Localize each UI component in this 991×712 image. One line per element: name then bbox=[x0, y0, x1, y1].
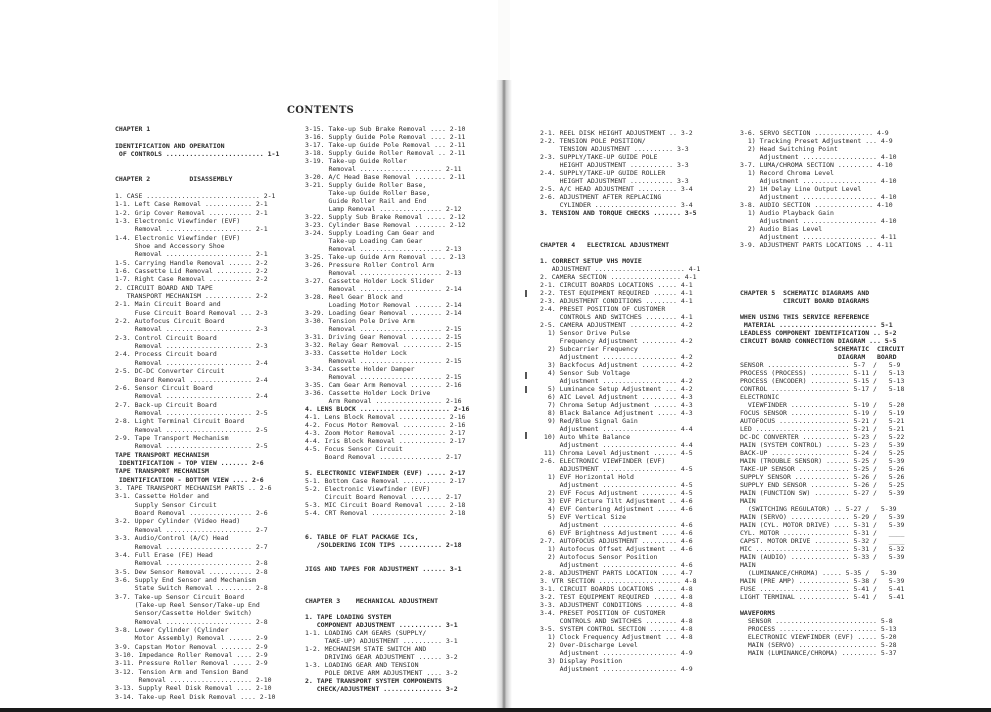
toc-entry: TENSION ADJUSTMENT .......... 3-3 bbox=[540, 145, 689, 153]
toc-entry: SCHEMATIC CIRCUIT bbox=[740, 345, 905, 353]
toc-entry: 4-5. Focus Sensor Circuit bbox=[305, 445, 403, 453]
toc-entry: Adjustment ................... 4-6 bbox=[540, 561, 693, 569]
toc-entry: Fuse Circuit Board Removal ... 2-3 bbox=[115, 308, 268, 317]
toc-entry: 2. CAMERA SECTION .................. 4-1 bbox=[540, 273, 697, 281]
toc-entry: HEIGHT ADJUSTMENT ........... 3-3 bbox=[540, 161, 689, 169]
toc-entry: 3-9. Capstan Motor Removal ........ 2-9 bbox=[115, 642, 268, 651]
toc-entry: CYLINDER ..................... 3-4 bbox=[540, 201, 693, 209]
toc-entry: Removal ..................... 2-11 bbox=[305, 165, 462, 173]
toc-entry: 3-17. Take-up Guide Pole Removal ... 2-11 bbox=[305, 141, 466, 149]
toc-entry: MAIN bbox=[740, 497, 756, 505]
toc-entry: Removal ...................... 2-5 bbox=[115, 408, 268, 417]
toc-entry: 3-14. Take-up Reel Disk Removal .... 2-10 bbox=[115, 692, 276, 701]
toc-entry: 10) Auto White Balance bbox=[540, 433, 631, 441]
toc-entry: 3. TENSION AND TORQUE CHECKS ....... 3-5 bbox=[540, 209, 697, 217]
toc-entry: 2-6. ADJUSTMENT AFTER REPLACING bbox=[540, 193, 662, 201]
toc-entry: Board Removal ................ 2-17 bbox=[305, 453, 462, 461]
toc-entry: TRANSPORT MECHANISM ............ 2-2 bbox=[115, 292, 268, 300]
toc-entry: Removal ..................... 2-15 bbox=[305, 325, 462, 333]
toc-entry: MAIN (AUDIO) ............... 5-33 / 5-39 bbox=[740, 553, 905, 561]
toc-entry: 9) Red/Blue Signal Gain bbox=[540, 417, 638, 425]
toc-entry: Removal ..................... 2-13 bbox=[305, 269, 462, 277]
toc-entry: Adjustment ................... 4-9 bbox=[540, 649, 693, 657]
toc-entry: FUSE ....................... 5-41 / 5-41 bbox=[740, 585, 905, 593]
toc-entry: PROCESS (ENCODER) .......... 5-15 / 5-13 bbox=[740, 377, 905, 385]
toc-entry: 3-4. PRESET POSITION OF CUSTOMER bbox=[540, 609, 666, 617]
toc-entry: 2-2. TENSION POLE POSITION/ bbox=[540, 137, 646, 145]
margin-mark bbox=[525, 432, 527, 439]
toc-entry: Motor Assembly) Removal ...... 2-9 bbox=[115, 634, 268, 643]
toc-entry: Board Removal ................ 2-4 bbox=[115, 375, 268, 384]
toc-entry: 2-4. SUPPLY/TAKE-UP GUIDE ROLLER bbox=[540, 169, 666, 177]
toc-entry: 1) Record Chroma Level bbox=[740, 169, 834, 177]
toc-entry: ADJUSTMENT ....................... 4-1 bbox=[540, 265, 701, 273]
toc-entry: 3-8. AUDIO SECTION ............... 4-10 bbox=[740, 201, 893, 209]
toc-entry: 2-1. REEL DISK HEIGHT ADJUSTMENT .. 3-2 bbox=[540, 129, 693, 137]
toc-entry: 3-5. SYSTEM CONTROL SECTION ....... 4-8 bbox=[540, 625, 693, 633]
toc-entry: Lamp Removal ................ 2-12 bbox=[305, 205, 462, 213]
toc-entry: 3-26. Pressure Roller Control Arm bbox=[305, 261, 435, 269]
toc-entry: MIC ........................ 5-31 / 5-32 bbox=[740, 545, 905, 553]
toc-entry: Frequency Adjustment ......... 4-2 bbox=[540, 337, 693, 345]
toc-entry: 3-15. Take-up Sub Brake Removal .... 2-10 bbox=[305, 125, 466, 133]
toc-entry: 1-7. Right Case Removal ........... 2-2 bbox=[115, 275, 268, 284]
toc-entry: 4-4. Iris Block Removal ............ 2-17 bbox=[305, 437, 466, 445]
toc-entry: CAPST. MOTOR DRIVE ......... 5-32 / ____ bbox=[740, 537, 905, 545]
toc-entry: CONTROLS AND SWITCHES ........ 4-1 bbox=[540, 313, 693, 321]
toc-entry: Removal ...................... 2-3 bbox=[115, 342, 268, 351]
toc-entry: MAIN (SERVO) ............... 5-29 / 5-39 bbox=[740, 513, 905, 521]
toc-entry: 3-22. Supply Sub Brake Removal ..... 2-12 bbox=[305, 213, 466, 221]
toc-entry: 2-3. SUPPLY/TAKE-UP GUIDE POLE bbox=[540, 153, 658, 161]
toc-entry: 2-5. DC-DC Converter Circuit bbox=[115, 367, 225, 376]
toc-entry: Adjustment ................... 4-2 bbox=[540, 377, 693, 385]
toc-entry: 5-1. Bottom Case Removal ........... 2-17 bbox=[305, 477, 466, 485]
toc-entry: Adjustment ................... 4-5 bbox=[540, 481, 693, 489]
toc-entry: 5) Luminance Setup Adjustment ... 4-2 bbox=[540, 385, 693, 393]
toc-entry: Shoe and Accessory Shoe bbox=[115, 241, 225, 250]
toc-entry: 3-6. Supply End Sensor and Mechanism bbox=[115, 575, 256, 584]
toc-entry: 3-32. Relay Gear Removal .......... 2-15 bbox=[305, 341, 462, 349]
toc-entry: Adjustment ................... 4-6 bbox=[540, 521, 693, 529]
toc-entry: 3-5. Dew Sensor Removal ........... 2-8 bbox=[115, 567, 268, 576]
toc-entry: 2) 1H Delay Line Output Level bbox=[740, 185, 862, 193]
toc-entry: Removal ..................... 2-14 bbox=[305, 285, 462, 293]
toc-entry: VIEWFINDER ............... 5-19 / 5-20 bbox=[740, 401, 905, 409]
toc-entry: 3-35. Cam Gear Arm Removal ........ 2-16 bbox=[305, 381, 462, 389]
toc-entry: 3-13. Supply Reel Disk Removal .... 2-10 bbox=[115, 684, 272, 693]
toc-entry: 3-9. ADJUSTMENT PARTS LOCATIONS .. 4-11 bbox=[740, 241, 893, 249]
scan-edge bbox=[0, 708, 991, 712]
toc-entry: 1-2. Grip Cover Removal ........... 2-1 bbox=[115, 208, 268, 217]
toc-entry: 1) Autofocus Offset Adjustment .. 4-6 bbox=[540, 545, 693, 553]
toc-entry: 2-6. Sensor Circuit Board bbox=[115, 383, 213, 392]
toc-entry: CYL. MOTOR ................. 5-31 / ____ bbox=[740, 529, 905, 537]
toc-entry: 1) Audio Playback Gain bbox=[740, 209, 834, 217]
toc-entry: DRIVING GEAR ADJUSTMENT ...... 3-2 bbox=[305, 653, 458, 661]
toc-entry: 2-5. A/C HEAD ADJUSTMENT .......... 3-4 bbox=[540, 185, 693, 193]
toc-entry: PROCESS (PROCESS) .......... 5-11 / 5-13 bbox=[740, 369, 905, 377]
toc-entry: 6) AIC Level Adjustment ......... 4-3 bbox=[540, 393, 693, 401]
toc-entry: 1. CASE ............................. 2-1 bbox=[115, 191, 276, 200]
toc-entry: 3-6. SERVO SECTION ............... 4-9 bbox=[740, 129, 889, 137]
toc-entry: 3-3. ADJUSTMENT CONDITIONS ........ 4-8 bbox=[540, 601, 693, 609]
toc-entry: Take-up Loading Cam Gear bbox=[305, 237, 423, 245]
toc-entry: IDENTIFICATION AND OPERATION bbox=[115, 141, 225, 150]
toc-entry: 1. TAPE LOADING SYSTEM bbox=[305, 613, 392, 621]
toc-entry: 2-8. Light Terminal Circuit Board bbox=[115, 417, 245, 426]
toc-entry: 3-12. Tension Arm and Tension Band bbox=[115, 667, 249, 676]
toc-entry: 3-3. Audio/Control (A/C) Head bbox=[115, 534, 229, 543]
toc-entry: Adjustment ................... 4-9 bbox=[540, 665, 693, 673]
toc-entry: MAIN (TROUBLE SENSOR) ...... 5-25 / 5-39 bbox=[740, 457, 905, 465]
toc-entry: TAPE TRANSPORT MECHANISM bbox=[115, 467, 209, 476]
toc-entry: 4-1. Lens Block Removal ............ 2-16 bbox=[305, 413, 466, 421]
toc-entry: POLE DRIVE ARM ADJUSTMENT .... 3-2 bbox=[305, 669, 458, 677]
toc-entry: CHAPTER 2 DISASSEMBLY bbox=[115, 175, 233, 184]
toc-entry: LED ........................ 5-21 / 5-21 bbox=[740, 425, 905, 433]
toc-entry: 3-20. A/C Head Base Removal ........ 2-11 bbox=[305, 173, 466, 181]
toc-entry: IDENTIFICATION - BOTTOM VIEW .... 2-6 bbox=[115, 475, 264, 484]
toc-entry: Supply Sensor Circuit bbox=[115, 500, 217, 509]
toc-entry: WHEN USING THIS SERVICE REFERENCE bbox=[740, 313, 870, 321]
toc-entry: 2) Audio Bias Level bbox=[740, 225, 823, 233]
toc-entry: 6. TABLE OF FLAT PACKAGE ICs, bbox=[305, 533, 419, 541]
toc-entry: ADJUSTMENT ................... 4-5 bbox=[540, 465, 693, 473]
toc-entry: JIGS AND TAPES FOR ADJUSTMENT ...... 3-1 bbox=[305, 565, 462, 573]
toc-entry: Loading Motor Removal ....... 2-14 bbox=[305, 301, 462, 309]
toc-entry: LEADLESS COMPONENT IDENTIFICATION .. 5-2 bbox=[740, 329, 897, 337]
toc-entry: 2-3. Control Circuit Board bbox=[115, 333, 217, 342]
toc-entry: SUPPLY END SENSOR .......... 5-26 / 5-25 bbox=[740, 481, 905, 489]
toc-entry: MAIN (SERVO) .................... 5-28 bbox=[740, 641, 897, 649]
binding-gutter bbox=[496, 80, 512, 712]
toc-entry: CIRCUIT BOARD DIAGRAMS bbox=[740, 297, 870, 305]
toc-entry: 3-18. Supply Guide Roller Removal .. 2-11 bbox=[305, 149, 466, 157]
toc-entry: Take-up Guide Roller Base, bbox=[305, 189, 431, 197]
toc-entry: (Take-up Reel Sensor/Take-up End bbox=[115, 600, 260, 609]
toc-entry: Removal ...................... 2-8 bbox=[115, 559, 268, 568]
toc-entry: ELECTRONIC VIEWFINDER (EVF) ..... 5-20 bbox=[740, 633, 897, 641]
toc-entry: 5-3. MIC Circuit Board Removal ..... 2-18 bbox=[305, 501, 466, 509]
toc-entry: Removal ...................... 2-3 bbox=[115, 325, 268, 334]
toc-entry: Removal ..................... 2-10 bbox=[115, 676, 272, 685]
toc-entry: 5) EVF Vertical Size bbox=[540, 513, 627, 521]
toc-entry: AUTOFOCUS .................. 5-21 / 5-21 bbox=[740, 417, 905, 425]
toc-entry: 3-24. Supply Loading Cam Gear and bbox=[305, 229, 435, 237]
toc-entry: CHECK/ADJUSTMENT ............... 3-2 bbox=[305, 685, 458, 693]
toc-entry: 3-1. Cassette Holder and bbox=[115, 492, 209, 501]
toc-entry: 3-2. TEST EQUIPMENT REQUIRED ...... 4-8 bbox=[540, 593, 693, 601]
toc-entry: Removal ..................... 2-13 bbox=[305, 245, 462, 253]
toc-entry: 1-4. Electronic Viewfinder (EVF) bbox=[115, 233, 241, 242]
toc-entry: 1-3. Electronic Viewfinder (EVF) bbox=[115, 216, 241, 225]
toc-entry: Adjustment ................... 4-10 bbox=[740, 153, 897, 161]
toc-entry: 2) Over-Discharge Level bbox=[540, 641, 638, 649]
margin-mark bbox=[525, 290, 527, 297]
toc-entry: MAIN (CYL. MOTOR DRIVE) .... 5-31 / 5-39 bbox=[740, 521, 905, 529]
toc-entry: BACK-UP .................... 5-24 / 5-25 bbox=[740, 449, 905, 457]
toc-entry: Removal ...................... 2-8 bbox=[115, 617, 268, 626]
toc-entry: 2-7. AUTOFOCUS ADJUSTMENT ......... 4-6 bbox=[540, 537, 693, 545]
toc-entry: Removal ...................... 2-7 bbox=[115, 525, 268, 534]
toc-entry: Adjustment ................... 4-4 bbox=[540, 425, 693, 433]
margin-mark bbox=[525, 386, 527, 393]
toc-entry: 11) Chroma Level Adjustment ...... 4-5 bbox=[540, 449, 693, 457]
toc-entry: 3-25. Take-up Guide Arm Removal .... 2-13 bbox=[305, 253, 466, 261]
toc-entry: 3-2. Upper Cylinder (Video Head) bbox=[115, 517, 241, 526]
toc-entry: 8) Black Balance Adjustment ..... 4-3 bbox=[540, 409, 693, 417]
toc-entry: DIAGRAM BOARD bbox=[740, 353, 897, 361]
toc-entry: 3-11. Pressure Roller Removal ..... 2-9 bbox=[115, 659, 268, 668]
toc-entry: 2-4. PRESET POSITION OF CUSTOMER bbox=[540, 305, 666, 313]
toc-entry: 2-2. Autofocus Circuit Board bbox=[115, 317, 225, 326]
toc-entry: 2) Subcarrier Frequency bbox=[540, 345, 638, 353]
toc-entry: Removal ..................... 2-15 bbox=[305, 373, 462, 381]
toc-entry: 3) EVF Picture Tilt Adjustment .. 4-6 bbox=[540, 497, 693, 505]
toc-entry: Circuit Board Removal ........ 2-17 bbox=[305, 493, 462, 501]
toc-entry: 1) EVF Horizontal Hold bbox=[540, 473, 634, 481]
toc-entry: 3-21. Supply Guide Roller Base, bbox=[305, 181, 427, 189]
toc-entry: 3-23. Cylinder Base Removal ........ 2-12 bbox=[305, 221, 466, 229]
toc-entry: 7) Chroma Setup Adjustment ...... 4-3 bbox=[540, 401, 693, 409]
toc-entry: 2-2. TEST EQUIPMENT REQUIRED ...... 4-1 bbox=[540, 289, 693, 297]
toc-entry: MAIN (FUNCTION SW) ......... 5-27 / 5-39 bbox=[740, 489, 905, 497]
toc-entry: IDENTIFICATION - TOP VIEW ....... 2-6 bbox=[115, 459, 264, 467]
toc-entry: 4-2. Focus Motor Removal ........... 2-16 bbox=[305, 421, 466, 429]
toc-entry: 3-4. Full Erase (FE) Head bbox=[115, 550, 213, 559]
toc-entry: MAIN (LUMINANCE/CHROMA) ......... 5-37 bbox=[740, 649, 897, 657]
toc-entry: 2) Head Switching Point bbox=[740, 145, 838, 153]
toc-entry: 4) EVF Centering Adjustment ..... 4-6 bbox=[540, 505, 693, 513]
toc-entry: 4. LENS BLOCK ....................... 2-16 bbox=[305, 405, 470, 413]
toc-entry: LIGHT TERMINAL ............. 5-41 / 5-41 bbox=[740, 593, 905, 601]
toc-entry: HEIGHT ADJUSTMENT ........... 3-3 bbox=[540, 177, 689, 185]
toc-entry: 3-10. Impedance Roller Removal .... 2-9 bbox=[115, 651, 268, 660]
toc-entry: Removal ...................... 2-5 bbox=[115, 442, 268, 451]
toc-entry: 3-31. Driving Gear Removal ........ 2-15 bbox=[305, 333, 462, 341]
toc-entry: TAKE-UP) ADJUSTMENT .......... 3-1 bbox=[305, 637, 458, 645]
toc-entry: 2) EVF Focus Adjustment ......... 4-5 bbox=[540, 489, 693, 497]
toc-entry: 3-30. Tension Pole Drive Arm bbox=[305, 317, 415, 325]
toc-entry: State Switch Removal ......... 2-8 bbox=[115, 584, 268, 593]
toc-entry: 3. TAPE TRANSPORT MECHANISM PARTS .. 2-6 bbox=[115, 484, 272, 493]
toc-entry: Board Removal ................ 2-6 bbox=[115, 509, 268, 518]
toc-entry: (SWITCHING REGULATOR) .. 5-27 / 5-39 bbox=[740, 505, 897, 513]
toc-entry: 3-27. Cassette Holder Lock Slider bbox=[305, 277, 435, 285]
toc-entry: Sensor/Cassette Holder Switch) bbox=[115, 609, 252, 618]
toc-entry: 2-8. ADJUSTMENT PARTS LOCATION .... 4-7 bbox=[540, 569, 693, 577]
toc-entry: CONTROL .................... 5-17 / 5-18 bbox=[740, 385, 905, 393]
toc-entry: PROCESS ......................... 5-13 bbox=[740, 625, 897, 633]
toc-entry: Adjustment ................... 4-10 bbox=[740, 217, 897, 225]
toc-entry: 4-3. Zoom Motor Removal ............ 2-17 bbox=[305, 429, 466, 437]
toc-entry: OF CONTROLS ......................... 1-1 bbox=[115, 150, 280, 159]
toc-entry: 3-7. LUMA/CHROMA SECTION ......... 4-10 bbox=[740, 161, 893, 169]
toc-entry: 1-3. LOADING GEAR AND TENSION bbox=[305, 661, 419, 669]
toc-entry: 3-1. CIRCUIT BOARDS LOCATIONS ..... 4-8 bbox=[540, 585, 693, 593]
toc-entry: CHAPTER 4 ELECTRICAL ADJUSTMENT bbox=[540, 241, 670, 249]
toc-entry: 2-4. Process Circuit board bbox=[115, 350, 217, 359]
toc-entry: 2-5. CAMERA ADJUSTMENT ............ 4-2 bbox=[540, 321, 693, 329]
toc-entry: 2. CIRCUIT BOARD AND TAPE bbox=[115, 283, 213, 292]
toc-entry: COMPONENT ADJUSTMENT ........... 3-1 bbox=[305, 621, 458, 629]
toc-entry: MAIN (PRE AMP) ............. 5-38 / 5-39 bbox=[740, 577, 905, 585]
toc-entry: 3-19. Take-up Guide Roller bbox=[305, 157, 407, 165]
toc-entry: 3-8. Lower Cylinder (Cylinder bbox=[115, 626, 229, 634]
toc-entry: CHAPTER 1 bbox=[115, 125, 151, 133]
toc-entry: 6) EVF Brightness Adjustment .... 4-6 bbox=[540, 529, 693, 537]
toc-entry: 1. CORRECT SETUP VHS MOVIE bbox=[540, 257, 642, 265]
toc-entry: CONTROLS AND SWITCHES ........ 4-8 bbox=[540, 617, 693, 625]
toc-entry: MAIN (SYSTEM CONTROL) ...... 5-23 / 5-39 bbox=[740, 441, 905, 449]
toc-entry: 5-2. Electronic Viewfinder (EVF) bbox=[305, 485, 431, 493]
toc-entry: 2. TAPE TRANSPORT SYSTEM COMPONENTS bbox=[305, 677, 442, 685]
toc-entry: Adjustment ................... 4-11 bbox=[740, 233, 897, 241]
toc-entry: 1-5. Carrying Handle Removal ...... 2-2 bbox=[115, 258, 268, 267]
toc-entry: TAPE TRANSPORT MECHANISM bbox=[115, 450, 209, 459]
toc-entry: Adjustment ................... 4-10 bbox=[740, 177, 897, 185]
toc-entry: 2-3. ADJUSTMENT CONDITIONS ........ 4-1 bbox=[540, 297, 693, 305]
page-title: CONTENTS bbox=[287, 105, 355, 116]
toc-entry: 3-36. Cassette Holder Lock Drive bbox=[305, 389, 431, 397]
toc-entry: 1) Clock Frequency Adjustment ... 4-8 bbox=[540, 633, 693, 641]
toc-entry: Removal ...................... 2-4 bbox=[115, 358, 268, 367]
toc-entry: FOCUS SENSOR ............... 5-19 / 5-19 bbox=[740, 409, 905, 417]
toc-entry: 2-1. CIRCUIT BOARDS LOCATIONS ..... 4-1 bbox=[540, 281, 693, 289]
toc-entry: MATERIAL ......................... 5-1 bbox=[740, 321, 893, 329]
toc-entry: 2-1. Main Circuit Board and bbox=[115, 300, 221, 309]
toc-entry: 4) Sensor Sub Voltage bbox=[540, 369, 631, 377]
toc-entry: 5-4. CRT Removal ................... 2-18 bbox=[305, 509, 466, 517]
toc-entry: Adjustment ................... 4-2 bbox=[540, 353, 693, 361]
toc-entry: 3-29. Loading Gear Removal ........ 2-14 bbox=[305, 309, 462, 317]
toc-entry: Adjustment ................... 4-10 bbox=[740, 193, 897, 201]
toc-entry: MAIN bbox=[740, 561, 756, 569]
toc-entry: 1-1. LOADING CAM GEARS (SUPPLY/ bbox=[305, 629, 427, 637]
toc-entry: Arm Removal ................. 2-16 bbox=[305, 397, 462, 405]
toc-entry: CIRCUIT BOARD CONNECTION DIAGRAM ... 5-5 bbox=[740, 337, 897, 345]
toc-entry: 3. VTR SECTION ..................... 4-8 bbox=[540, 577, 697, 585]
toc-entry: SENSOR .......................... 5-8 bbox=[740, 617, 893, 625]
toc-entry: ELECTRONIC bbox=[740, 393, 780, 401]
toc-entry: 3-16. Supply Guide Pole Removal .... 2-11 bbox=[305, 133, 466, 141]
toc-entry: 1) Sensor Drive Pulse bbox=[540, 329, 631, 337]
toc-entry: CHAPTER 3 MECHANICAL ADJUSTMENT bbox=[305, 597, 439, 605]
toc-entry: 2-9. Tape Transport Mechanism bbox=[115, 433, 229, 442]
toc-entry: Removal ..................... 2-15 bbox=[305, 357, 462, 365]
toc-entry: Removal ...................... 2-4 bbox=[115, 392, 268, 401]
toc-entry: 1-6. Cassette Lid Removal ......... 2-2 bbox=[115, 266, 268, 275]
toc-entry: Removal ...................... 2-1 bbox=[115, 225, 268, 234]
toc-entry: 3-33. Cassette Holder Lock bbox=[305, 349, 407, 357]
toc-entry: CHAPTER 5 SCHEMATIC DIAGRAMS AND bbox=[740, 289, 870, 297]
toc-entry: DC-DC CONVERTER ............ 5-23 / 5-22 bbox=[740, 433, 905, 441]
toc-entry: 2-6. ELECTRONIC VIEWFINDER (EVF) bbox=[540, 457, 666, 465]
toc-entry: WAVEFORMS bbox=[740, 609, 776, 617]
toc-entry: 3-34. Cassette Holder Damper bbox=[305, 365, 415, 373]
toc-entry: Removal ...................... 2-5 bbox=[115, 425, 268, 434]
toc-entry: Adjustment ................... 4-4 bbox=[540, 441, 693, 449]
toc-entry: 1-1. Left Case Removal ............ 2-1 bbox=[115, 200, 268, 209]
toc-entry: 3) Backfocus Adjustment ......... 4-2 bbox=[540, 361, 693, 369]
toc-entry: Removal ...................... 2-1 bbox=[115, 250, 268, 259]
toc-entry: 2-7. Back-up Circuit Board bbox=[115, 400, 217, 409]
toc-entry: 3-7. Take-up Sensor Circuit Board bbox=[115, 592, 245, 601]
toc-entry: /SOLDERING ICON TIPS ........... 2-18 bbox=[305, 541, 462, 549]
toc-entry: 1-2. MECHANISM STATE SWITCH AND bbox=[305, 645, 427, 653]
toc-entry: 2) Autofocus Sensor Position bbox=[540, 553, 658, 561]
margin-mark bbox=[525, 372, 527, 379]
toc-entry: Guide Roller Rail and End bbox=[305, 197, 427, 205]
toc-entry: 1) Tracking Preset Adjustment ... 4-9 bbox=[740, 137, 893, 145]
toc-entry: 3) Display Position bbox=[540, 657, 623, 665]
toc-entry: SUPPLY SENSOR .............. 5-26 / 5-26 bbox=[740, 473, 905, 481]
toc-entry: 5. ELECTRONIC VIEWFINDER (EVF) ..... 2-17 bbox=[305, 469, 466, 477]
toc-entry: TAKE-UP SENSOR ............. 5-25 / 5-26 bbox=[740, 465, 905, 473]
toc-entry: Removal ...................... 2-7 bbox=[115, 542, 268, 551]
toc-entry: 3-28. Reel Gear Block and bbox=[305, 293, 403, 301]
toc-entry: (LUMINANCE/CHROMA) ..... 5-35 / 5-39 bbox=[740, 569, 897, 577]
toc-entry: SENSOR ..................... 5-7 / 5-9 bbox=[740, 361, 901, 369]
